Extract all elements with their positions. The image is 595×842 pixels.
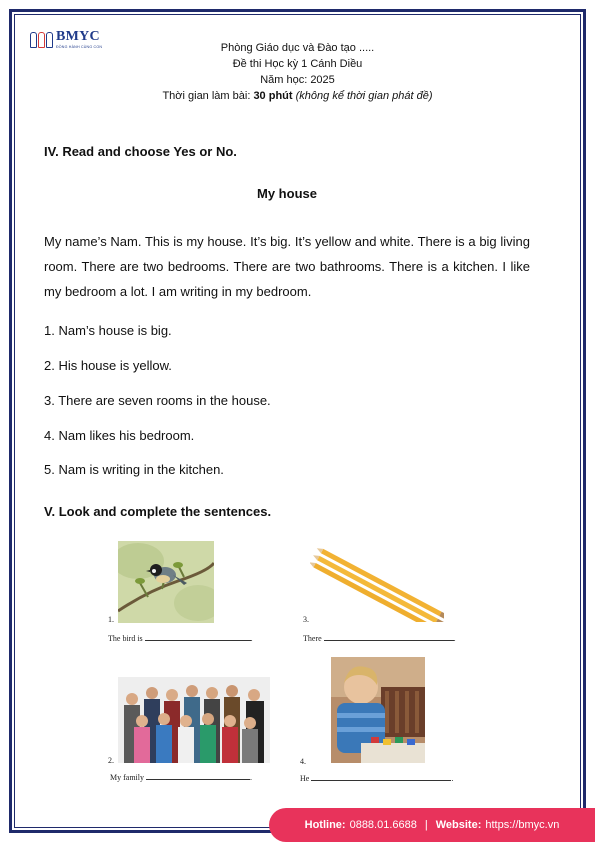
question-3: 3. There are seven rooms in the house. — [44, 393, 271, 408]
family-picture — [118, 677, 270, 763]
reading-passage: My name’s Nam. This is my house. It’s big. It’s yellow and white. There is a big living room. There are two bedrooms. There are two bathrooms. There is a kitchen. I like my bedroom a lot. I am writing in my bedroom. — [44, 234, 530, 299]
hotline-number[interactable]: 0888.01.6688 — [349, 819, 417, 831]
header-school-year: Năm học: 2025 — [260, 74, 335, 86]
logo-figures-icon — [30, 32, 53, 48]
question-2: 2. His house is yellow. — [44, 358, 172, 373]
exercise-number-1: 1. — [108, 615, 114, 624]
exercise-2-blank[interactable] — [146, 772, 250, 780]
exercise-1-sentence: The bird is . — [108, 634, 253, 643]
contact-footer — [269, 808, 595, 842]
header-department: Phòng Giáo dục và Đào tạo ..... — [220, 42, 375, 54]
passage-title: My house — [257, 186, 317, 201]
boy-picture — [331, 657, 425, 763]
exercise-4-sentence: He . — [300, 774, 454, 783]
hotline-label: Hotline: — [304, 819, 346, 831]
question-4: 4. Nam likes his bedroom. — [44, 428, 195, 443]
exercise-2-sentence: My family . — [110, 773, 252, 782]
page-border-inner — [14, 14, 581, 828]
question-5: 5. Nam is writing in the kitchen. — [44, 462, 224, 477]
pencils-picture — [310, 540, 444, 622]
exercise-number-3: 3. — [303, 615, 309, 624]
header-time: Thời gian làm bài: 30 phút (không kể thời gian phát đề) — [162, 90, 433, 102]
exam-header — [120, 40, 475, 104]
bird-picture — [118, 541, 214, 623]
exercise-1-blank[interactable] — [145, 633, 251, 641]
footer-separator: | — [424, 819, 428, 831]
website-link[interactable]: https://bmyc.vn — [485, 819, 560, 831]
exercise-4-blank[interactable] — [311, 773, 451, 781]
exercise-number-4: 4. — [300, 757, 306, 766]
website-label: Website: — [435, 819, 482, 831]
question-1: 1. Nam’s house is big. — [44, 323, 172, 338]
bmyc-logo — [30, 30, 102, 49]
section-5-title: V. Look and complete the sentences. — [44, 504, 272, 519]
exercise-3-blank[interactable] — [324, 633, 454, 641]
logo-tagline: ĐỒNG HÀNH CÙNG CON — [56, 45, 103, 49]
header-exam-title: Đề thi Học kỳ 1 Cánh Diều — [232, 58, 363, 70]
section-4-title: IV. Read and choose Yes or No. — [44, 144, 237, 159]
exercise-number-2: 2. — [108, 756, 114, 765]
exercise-3-sentence: There . — [303, 634, 456, 643]
logo-name: BMYC — [56, 29, 100, 44]
